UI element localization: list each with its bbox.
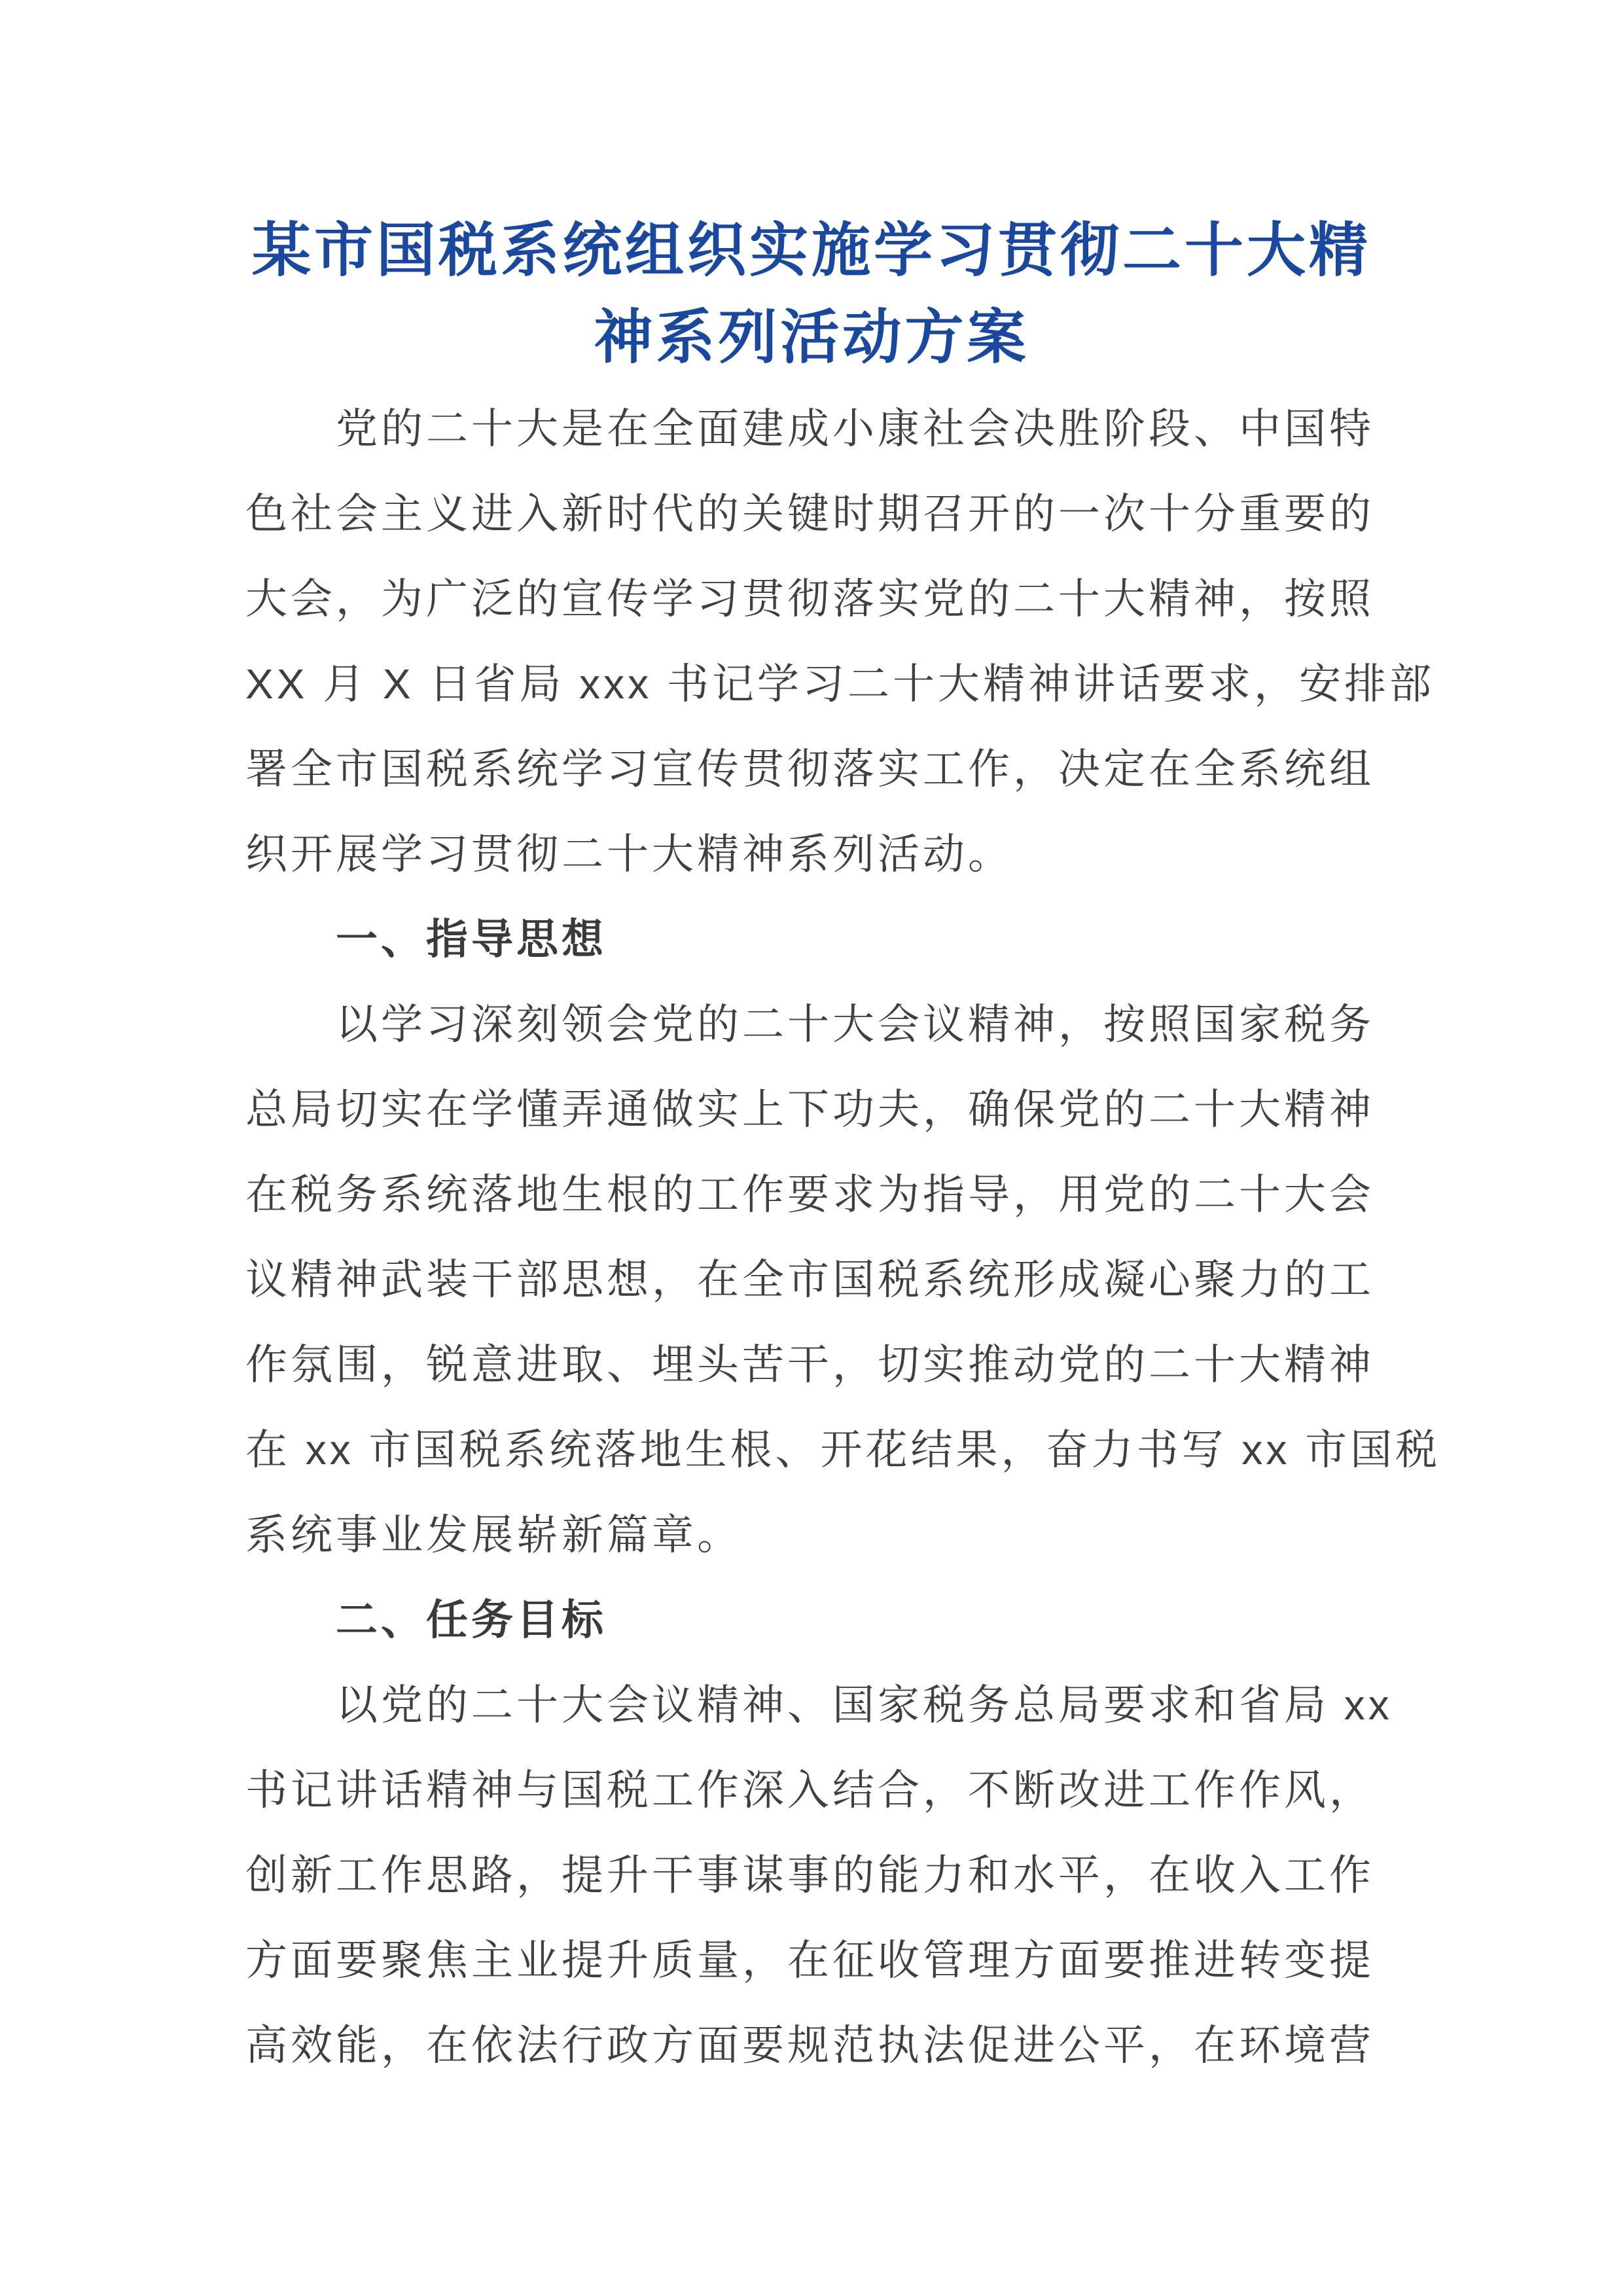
- paragraph-line: 作氛围，锐意进取、埋头苦干，切实推动党的二十大精神: [245, 1341, 1374, 1388]
- paragraph-line: 党的二十大是在全面建成小康社会决胜阶段、中国特: [336, 405, 1374, 452]
- document-title: [124, 207, 1499, 382]
- paragraph-line: XX 月 X 日省局 xxx 书记学习二十大精神讲话要求，安排部: [245, 660, 1435, 708]
- paragraph-line: 大会，为广泛的宣传学习贯彻落实党的二十大精神，按照: [245, 575, 1374, 622]
- paragraph-line: 在 xx 市国税系统落地生根、开花结果，奋力书写 xx 市国税: [245, 1426, 1441, 1473]
- paragraph-line: 议精神武装干部思想，在全市国税系统形成凝心聚力的工: [245, 1256, 1374, 1303]
- paragraph-line: 以党的二十大会议精神、国家税务总局要求和省局 xx: [336, 1681, 1393, 1729]
- paragraph-line: 织开展学习贯彻二十大精神系列活动。: [245, 831, 1013, 878]
- paragraph-line: 创新工作思路，提升干事谋事的能力和水平，在收入工作: [245, 1852, 1374, 1899]
- paragraph-line: 在税务系统落地生根的工作要求为指导，用党的二十大会: [245, 1171, 1374, 1218]
- paragraph-line: 署全市国税系统学习宣传贯彻落实工作，决定在全系统组: [245, 745, 1374, 793]
- paragraph-line: 高效能，在依法行政方面要规范执法促进公平，在环境营: [245, 2022, 1374, 2069]
- paragraph-intro: [245, 386, 1435, 897]
- paragraph-line: 系统事业发展崭新篇章。: [245, 1511, 742, 1558]
- paragraph-line: 方面要聚焦主业提升质量，在征收管理方面要推进转变提: [245, 1937, 1374, 1984]
- title-line-1: 某市国税系统组织实施学习贯彻二十大精: [252, 218, 1371, 283]
- paragraph-line: 以学习深刻领会党的二十大会议精神，按照国家税务: [336, 1001, 1374, 1048]
- section-heading-task-goals: 二、任务目标: [336, 1596, 607, 1643]
- document-body: [245, 386, 1441, 2088]
- title-line-2: 神系列活动方案: [594, 305, 1029, 370]
- paragraph-line: 总局切实在学懂弄通做实上下功夫，确保党的二十大精神: [245, 1086, 1374, 1133]
- paragraph-line: 色社会主义进入新时代的关键时期召开的一次十分重要的: [245, 490, 1374, 537]
- paragraph-line: 书记讲话精神与国税工作深入结合，不断改进工作作风，: [245, 1767, 1374, 1814]
- paragraph-task-goals: [245, 1662, 1393, 2088]
- paragraph-guiding-ideology: [245, 982, 1441, 1577]
- section-heading-guiding-ideology: 一、指导思想: [336, 916, 607, 963]
